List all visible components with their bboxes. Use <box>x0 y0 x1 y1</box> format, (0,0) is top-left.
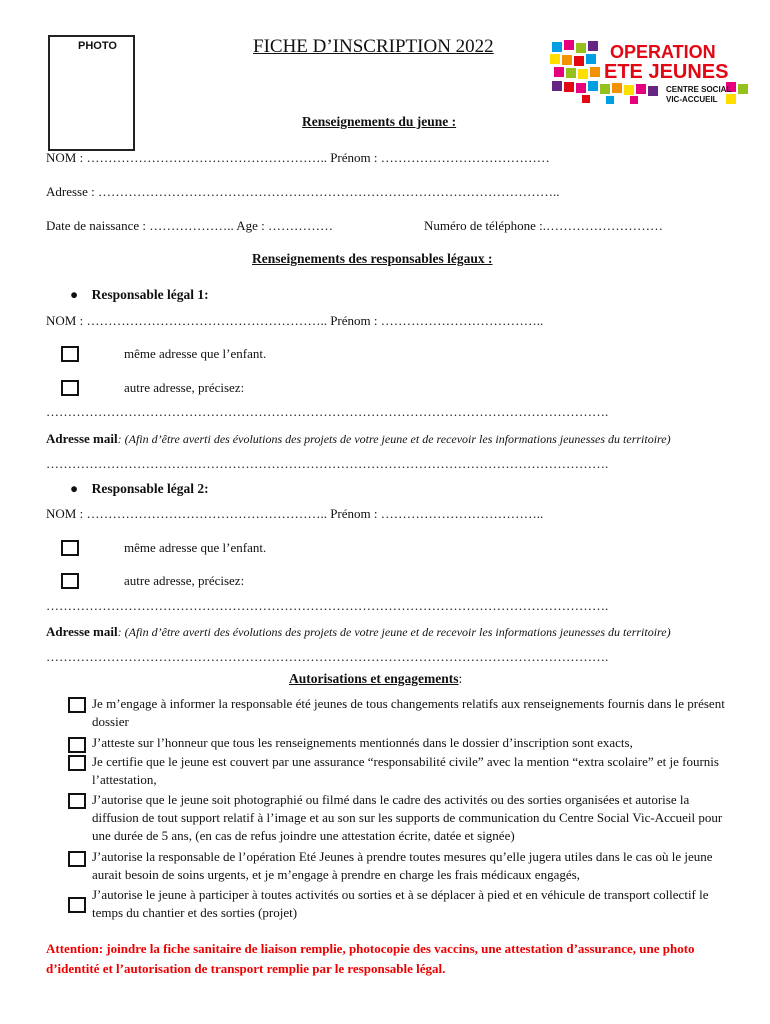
responsable-1-autre-adresse-checkbox[interactable] <box>61 380 79 396</box>
autorisation-5-checkbox[interactable] <box>68 851 86 867</box>
autorisation-4-text: J’autorise que le jeune soit photographié ou filmé dans le cadre des activités ou des sorties organisées et autorise la diffusion de tout support relatif à l’image et au son sur les supports de communication du Centre Social Vic-Accueil pour une durée de 5 ans, (en cas de refus joindre une attestation écrite, datée et signée) <box>92 792 723 843</box>
responsable-2-adresse-line[interactable]: …………………………………………………………………………………………………………………. <box>46 598 609 613</box>
responsable-1-mail-label: Adresse mail: (Afin d’être averti des évolutions des projets de votre jeune et de recevoir les informations jeunesses du territoire) <box>46 431 671 446</box>
svg-text:VIC-ACCUEIL: VIC-ACCUEIL <box>666 95 718 104</box>
responsable-1-mail-line[interactable]: …………………………………………………………………………………………………………………. <box>46 456 609 471</box>
jeune-heading: Renseignements du jeune : <box>302 114 457 129</box>
meme-adresse-label: même adresse que l’enfant. <box>124 346 267 361</box>
autorisation-1-text: Je m’engage à informer la responsable été jeunes de tous changements relatifs aux renseignements fournis dans le présent dossier <box>92 696 725 729</box>
svg-text:ETE JEUNES: ETE JEUNES <box>604 61 729 83</box>
responsable-2-mail-label: Adresse mail: (Afin d’être averti des évolutions des projets de votre jeune et de recevoir les informations jeunesses du territoire) <box>46 624 671 639</box>
responsable-2-label: ● Responsable légal 2: <box>70 481 209 496</box>
page-title: FICHE D’INSCRIPTION 2022 <box>253 36 494 57</box>
jeune-telephone-field[interactable]: Numéro de téléphone :.……………………… <box>424 218 664 233</box>
responsable-2-autre-adresse-checkbox[interactable] <box>61 573 79 589</box>
autorisation-2-checkbox[interactable] <box>68 737 86 753</box>
svg-text:OPERATION: OPERATION <box>610 42 716 62</box>
autorisations-heading: Autorisations et engagements: <box>289 671 463 686</box>
autre-adresse-label: autre adresse, précisez: <box>124 380 245 395</box>
responsable-2-mail-line[interactable]: …………………………………………………………………………………………………………………. <box>46 649 609 664</box>
autorisation-3-text: Je certifie que le jeune est couvert par une assurance “responsabilité civile” avec la mention “extra scolaire” et je fournis l’attestation, <box>92 754 719 787</box>
autorisation-3-checkbox[interactable] <box>68 755 86 771</box>
responsable-1-meme-adresse-checkbox[interactable] <box>61 346 79 362</box>
autorisation-1-checkbox[interactable] <box>68 697 86 713</box>
meme-adresse-label: même adresse que l’enfant. <box>124 540 267 555</box>
photo-label: PHOTO <box>78 40 117 52</box>
responsable-1-adresse-line[interactable]: …………………………………………………………………………………………………………………. <box>46 404 609 419</box>
responsable-2-nom-field[interactable]: NOM : ……………………………………………….. Prénom : ……………………………….. <box>46 506 544 521</box>
autorisation-4-checkbox[interactable] <box>68 793 86 809</box>
svg-text:CENTRE SOCIAL: CENTRE SOCIAL <box>666 85 732 94</box>
responsables-heading: Renseignements des responsables légaux : <box>252 251 493 266</box>
autorisation-6-text: J’autorise le jeune à participer à toutes activités ou sorties et à se déplacer à pied et en véhicule de transport collectif le temps du chantier et des sorties (projet) <box>92 887 709 920</box>
autorisation-6-checkbox[interactable] <box>68 897 86 913</box>
jeune-adresse-field[interactable]: Adresse : …………………………………………………………………………………………….. <box>46 184 560 199</box>
operation-ete-jeunes-logo <box>550 40 750 106</box>
autre-adresse-label: autre adresse, précisez: <box>124 573 245 588</box>
responsable-2-meme-adresse-checkbox[interactable] <box>61 540 79 556</box>
jeune-nom-field[interactable]: NOM : ……………………………………………….. Prénom : ………………………………… <box>46 150 550 165</box>
autorisation-2-text: J’atteste sur l’honneur que tous les renseignements mentionnés dans le dossier d’inscription sont exacts, <box>92 735 633 750</box>
autorisation-5-text: J’autorise la responsable de l’opération Eté Jeunes à prendre toutes mesures qu’elle jugera utiles dans le cas où le jeune aurait besoin de soins urgents, et je m’engage à prendre en charge les frais médicaux engagés, <box>92 849 713 882</box>
responsable-1-nom-field[interactable]: NOM : ……………………………………………….. Prénom : ……………………………….. <box>46 313 544 328</box>
photo-box[interactable] <box>48 35 135 151</box>
attention-note: Attention: joindre la fiche sanitaire de liaison remplie, photocopie des vaccins, une attestation d’assurance, une photo d’identité et l’autorisation de transport remplie par le responsable légal. <box>46 941 695 976</box>
responsable-1-label: ● Responsable légal 1: <box>70 287 209 302</box>
jeune-naissance-field[interactable]: Date de naissance : ……………….. Age : …………… <box>46 218 334 233</box>
